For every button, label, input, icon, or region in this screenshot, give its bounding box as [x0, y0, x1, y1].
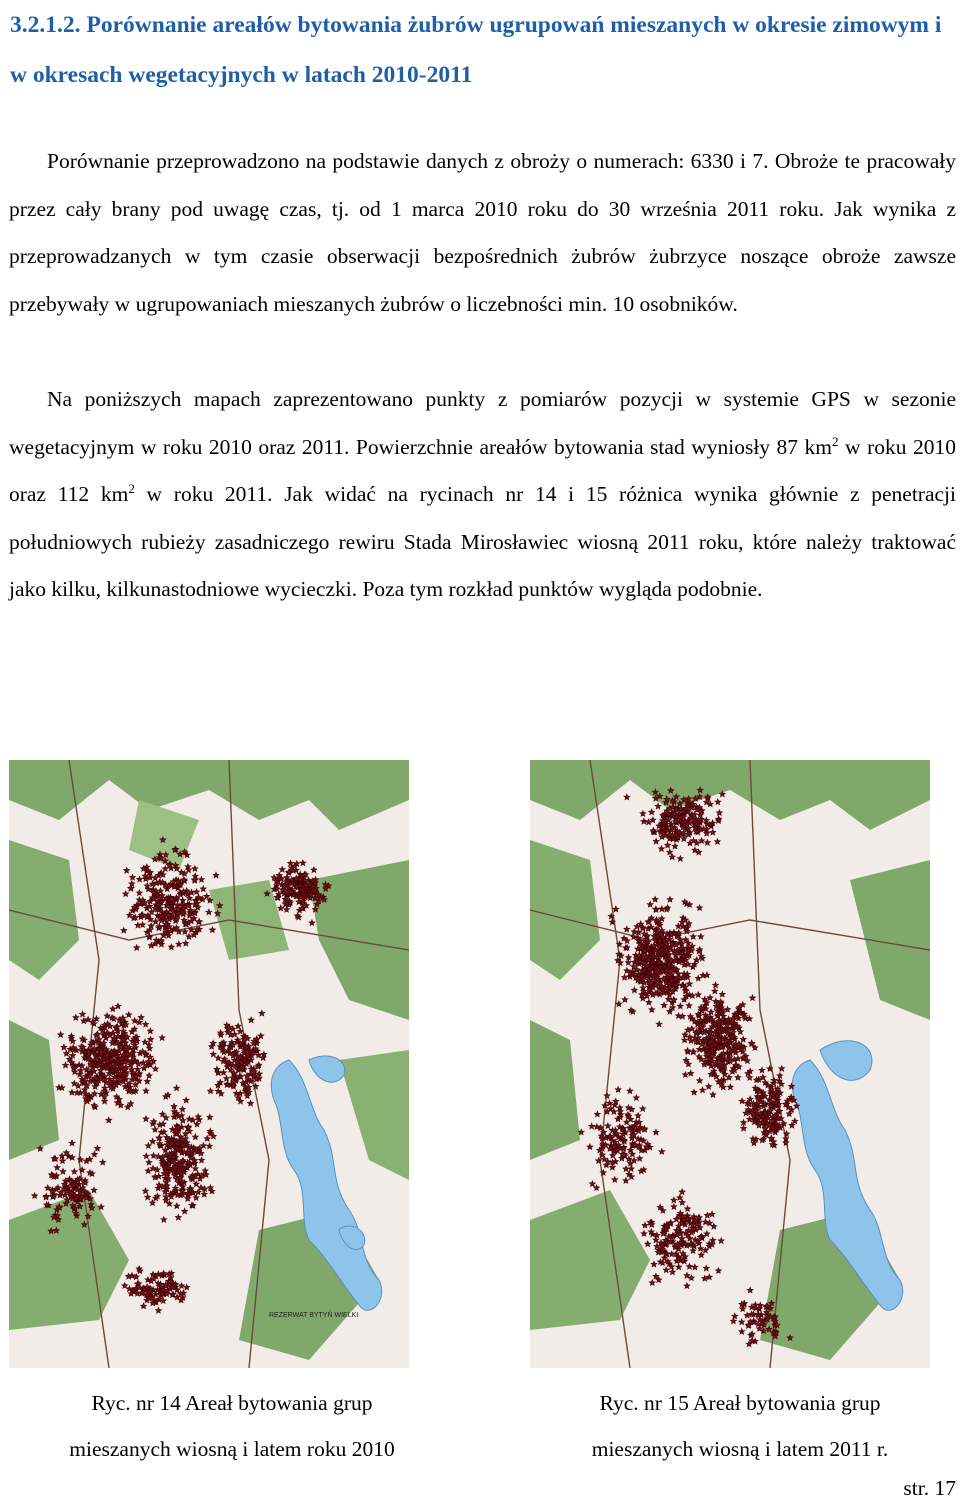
map-figure-15: [530, 760, 930, 1368]
figure-14-caption: [12, 1380, 452, 1472]
superscript-area-unit-1: 2: [832, 433, 839, 449]
paragraph-maps-description: [9, 376, 956, 614]
paragraph-part-a: Na poniższych mapach zaprezentowano punkty z pomiarów pozycji w systemie GPS w sezonie wegetacyjnym w roku 2010 oraz 2011. Powierzchnie areałów bytowania stad wyniosły 87 km: [9, 387, 956, 459]
caption-line: Ryc. nr 15 Areał bytowania grup: [599, 1391, 881, 1415]
paragraph-intro: Porównanie przeprowadzono na podstawie danych z obroży o numerach: 6330 i 7. Obroże te pracowały przez cały brany pod uwagę czas, tj. od 1 marca 2010 roku do 30 września 2011 roku. Jak wynika z przeprowadzanych w tym czasie obserwacji bezpośrednich żubrów żubrzyce noszące obroże zawsze przebywały w ugrupowaniach mieszanych żubrów o liczebności min. 10 osobników.: [9, 149, 956, 316]
caption-line: mieszanych wiosną i latem roku 2010: [69, 1437, 395, 1461]
section-title: Porównanie areałów bytowania żubrów ugrupowań mieszanych w okresie zimowym i w okresach wegetacyjnych w latach 2010-2011: [10, 12, 942, 88]
figure-15-caption: [520, 1380, 960, 1472]
paragraph-part-c: w roku 2011. Jak widać na rycinach nr 14 i 15 różnica wynika głównie z penetracji południowych rubieży zasadniczego rewiru Stada Mirosławiec wiosną 2011 roku, które należy traktować jako kilku, kilkunastodniowe wycieczki. Poza tym rozkład punktów wygląda podobnie.: [9, 482, 957, 601]
lake-label: REZERWAT BYTYŃ WIELKI: [269, 1312, 359, 1319]
section-heading: [10, 0, 955, 100]
caption-line: Ryc. nr 14 Areał bytowania grup: [91, 1391, 373, 1415]
page-number: str. 17: [903, 1476, 956, 1500]
caption-line: mieszanych wiosną i latem 2011 r.: [591, 1437, 889, 1461]
superscript-area-unit-2: 2: [128, 480, 135, 496]
paragraph-part-b: w roku 2010 oraz 112 km: [9, 434, 956, 506]
section-number: 3.2.1.2.: [10, 12, 81, 38]
map-figure-14: [9, 760, 409, 1368]
